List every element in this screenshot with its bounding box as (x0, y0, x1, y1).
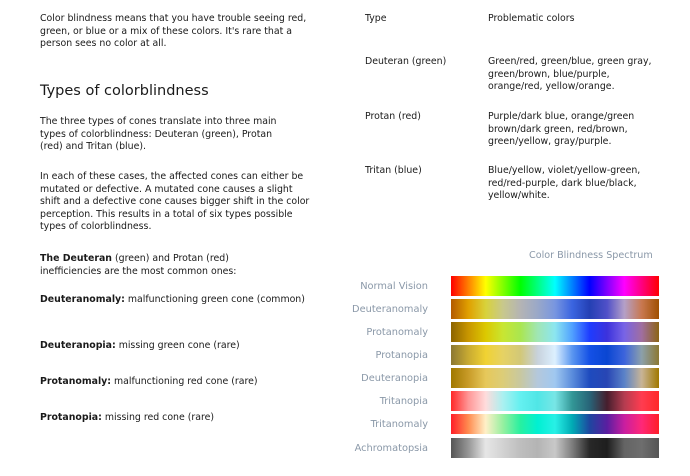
spectrum-label: Deuteranomaly (352, 304, 428, 315)
types-paragraph: The three types of cones translate into three main types of colorblindness: Deuteran (green), Protan (red) and Tritan (blue). (40, 116, 277, 153)
spectrum-bar (451, 299, 659, 319)
intro-paragraph: Color blindness means that you have trouble seeing red, green, or blue or a mix of these colors. It's rare that a person sees no color at all. (40, 13, 307, 50)
condition-desc: malfunctioning green cone (common) (124, 294, 305, 305)
spectrum-label: Protanomaly (366, 327, 428, 338)
spectrum-bar (451, 276, 659, 296)
spectrum-label: Achromatopsia (354, 443, 428, 454)
spectrum-bar (451, 322, 659, 342)
condition-item (40, 340, 310, 353)
common-rest: (green) and Protan (red) inefficiencies are the most common ones: (40, 253, 237, 277)
spectrum-bar (451, 391, 659, 411)
condition-item (40, 294, 310, 307)
spectrum-label: Tritanomaly (370, 419, 428, 430)
condition-item (40, 376, 310, 389)
common-paragraph (40, 253, 280, 278)
condition-desc: missing red cone (rare) (101, 412, 215, 423)
condition-name: Deuteranomaly: (40, 294, 125, 305)
condition-name: Protanomaly: (40, 376, 112, 387)
condition-desc: malfunctioning red cone (rare) (111, 376, 258, 387)
spectrum-label: Deuteranopia (361, 373, 428, 384)
spectrum-label: Normal Vision (360, 281, 428, 292)
spectrum-label: Tritanopia (379, 396, 428, 407)
spectrum-bar (451, 438, 659, 458)
spectrum-bar (451, 368, 659, 388)
table-header-type: Type (365, 13, 387, 24)
condition-item (40, 412, 310, 425)
spectrum-bar (451, 414, 659, 434)
spectrum-label: Protanopia (375, 350, 428, 361)
condition-desc: missing green cone (rare) (115, 340, 240, 351)
condition-name: Protanopia: (40, 412, 102, 423)
table-cell-type: Protan (red) (365, 111, 421, 122)
condition-name: Deuteranopia: (40, 340, 116, 351)
spectrum-bar (451, 345, 659, 365)
table-cell-colors: Green/red, green/blue, green gray, green/brown, blue/purple, orange/red, yellow/orange. (488, 56, 652, 93)
table-header-colors: Problematic colors (488, 13, 575, 24)
spectrum-title: Color Blindness Spectrum (529, 250, 653, 261)
table-cell-colors: Blue/yellow, violet/yellow-green, red/red-purple, dark blue/black, yellow/white. (488, 165, 641, 202)
mutation-paragraph: In each of these cases, the affected cones can either be mutated or defective. A mutated cone causes a slight shift and a defective cone causes bigger shift in the color perception. This results in a total of six types possible types of colorblindness. (40, 171, 310, 233)
table-cell-type: Deuteran (green) (365, 56, 447, 67)
section-heading: Types of colorblindness (40, 83, 209, 99)
table-cell-type: Tritan (blue) (365, 165, 422, 176)
table-cell-colors: Purple/dark blue, orange/green brown/dark green, red/brown, green/yellow, gray/purple. (488, 111, 635, 148)
common-bold: The Deuteran (40, 253, 112, 264)
